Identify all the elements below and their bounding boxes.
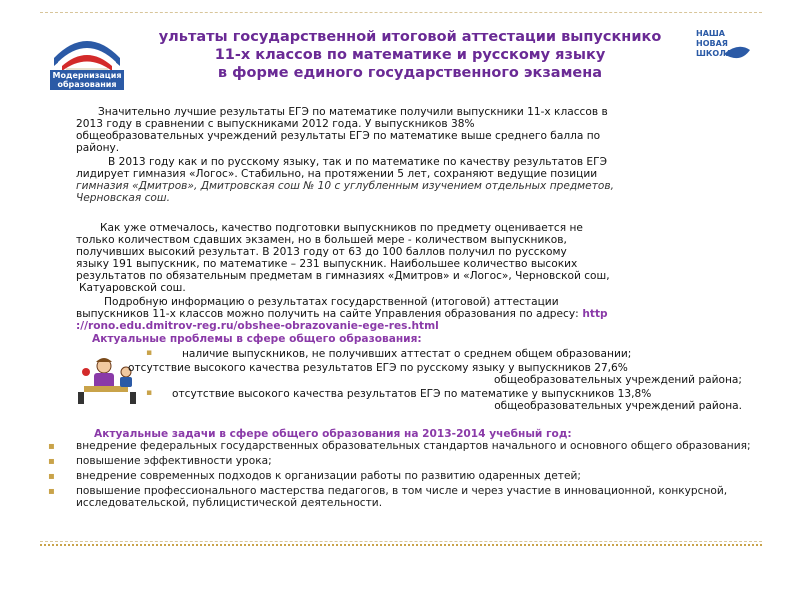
text-line: Катуаровской сош. — [79, 282, 186, 294]
task-text: внедрение современных подходов к организации работы по развитию одаренных детей; — [76, 470, 581, 482]
text-line: отсутствие высокого качества результатов ЕГЭ по математике у выпускников 13,8% — [172, 388, 652, 400]
task-item — [48, 485, 760, 509]
title-line: в форме единого государственного экзамена — [217, 65, 603, 81]
text-line: языку 191 выпускник, по математике – 231 выпускник. Наибольшее количество высоких — [76, 258, 578, 270]
logo-caption-line: Модернизация — [52, 71, 122, 80]
bullet-icon: ▪ — [146, 348, 153, 358]
logo-text: НОВАЯ — [696, 39, 728, 48]
tasks-heading: Актуальные задачи в сфере общего образования на 2013-2014 учебный год: — [94, 428, 572, 440]
text-line: выпускников 11-х классов можно получить на сайте Управления образования по адресу: — [76, 308, 579, 320]
tasks-list — [48, 440, 760, 512]
problem-item — [128, 362, 760, 386]
problem-item — [172, 388, 760, 412]
text-line: Значительно лучшие результаты ЕГЭ по математике получили выпускники 11-х классов в — [98, 106, 608, 118]
title-line: ультаты государственной итоговой аттестации выпускнико — [158, 29, 662, 45]
text-line: лидирует гимназия «Логос». Стабильно, на протяжении 5 лет, сохраняют ведущие позиции — [76, 168, 598, 180]
text-line: общеобразовательных учреждений района. — [494, 400, 742, 412]
logo-text: НАША — [696, 29, 725, 38]
text-line: Подробную информацию о результатах государственной (итоговой) аттестации — [104, 296, 559, 308]
task-text: повышение эффективности урока; — [76, 455, 272, 467]
text-line: Черновская сош. — [76, 192, 170, 204]
text-line: общеобразовательных учреждений результаты ЕГЭ по математике выше среднего балла по — [76, 130, 601, 142]
logo-text: ШКОЛА — [696, 49, 733, 58]
text-line: Как уже отмечалось, качество подготовки выпускников по предмету оценивается не — [100, 222, 583, 234]
task-item — [48, 440, 760, 452]
text-line: гимназия «Дмитров», Дмитровская сош № 10 с углубленным изучением отдельных предметов, — [76, 180, 614, 192]
text-line: получивших высокий результат. В 2013 году от 63 до 100 баллов получил по русскому — [76, 246, 567, 258]
task-text: повышение профессионального мастерства педагогов, в том числе и через участие в инновационной, конкурсной, исследовательской, публицистической деятельности. — [76, 485, 728, 509]
text-line: В 2013 году как и по русскому языку, так и по математике по качеству результатов ЕГЭ — [108, 156, 607, 168]
task-item — [48, 470, 760, 482]
problem-item: наличие выпускников, не получивших аттестат о среднем общем образовании; — [182, 348, 632, 360]
page-title — [112, 28, 708, 82]
logo-caption-line: образования — [57, 80, 117, 89]
text-line: результатов по обязательным предметам в гимназиях «Дмитров» и «Логос», Черновской сош, — [76, 270, 610, 282]
paragraph-4 — [76, 296, 752, 332]
paragraph-2 — [76, 156, 752, 204]
task-item — [48, 455, 760, 467]
website-link[interactable]: ://rono.edu.dmitrov-reg.ru/obshee-obrazovanie-ege-res.html — [76, 320, 439, 332]
bullet-icon: ▪ — [48, 456, 55, 467]
title-line: 11-х классов по математике и русскому языку — [214, 47, 606, 63]
bullet-icon: ▪ — [48, 441, 55, 452]
website-link[interactable]: http — [578, 308, 608, 320]
text-line: району. — [76, 142, 120, 154]
text-line: только количеством сдавших экзамен, но в большей мере - количеством выпускников, — [76, 234, 567, 246]
text-line: 2013 году в сравнении с выпускниками 2012 года. У выпускников 38% — [76, 118, 475, 130]
bullet-icon: ▪ — [48, 486, 55, 497]
paragraph-1 — [76, 106, 752, 154]
bullet-icon: ▪ — [48, 471, 55, 482]
task-text: внедрение федеральных государственных образовательных стандартов начального и основного общего образования; — [76, 440, 751, 452]
bullet-icon: ▪ — [146, 388, 153, 398]
problems-heading: Актуальные проблемы в сфере общего образования: — [92, 333, 422, 345]
text-line: общеобразовательных учреждений района; — [493, 374, 742, 386]
decorative-dotted-line — [40, 540, 762, 546]
text-line: отсутствие высокого качества результатов ЕГЭ по русскому языку у выпускников 27,6% — [128, 362, 628, 374]
paragraph-3 — [76, 222, 752, 294]
